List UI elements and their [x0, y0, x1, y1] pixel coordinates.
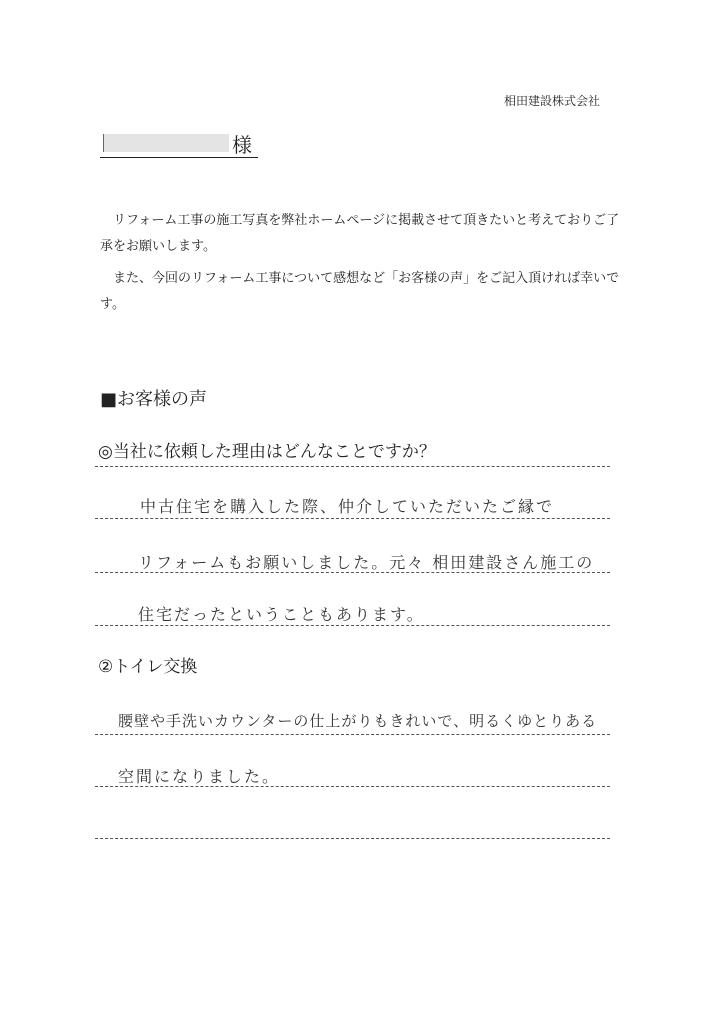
answer-1-line-2: リフォームもお願いしました。元々 相田建設さん施工の — [138, 553, 595, 572]
answer-2-line-2: 空間になりました。 — [118, 767, 281, 786]
answer-1-line-1: 中古住宅を購入した際、仲介していただいたご縁で — [140, 497, 555, 516]
answer-rule — [95, 786, 610, 787]
answer-rule — [95, 518, 610, 519]
answer-rule — [95, 838, 610, 839]
answer-rule — [95, 572, 610, 573]
addressee — [100, 128, 260, 158]
addressee-honorific: 様 — [232, 133, 252, 157]
company-name: 相田建設株式会社 — [503, 94, 600, 108]
answer-rule — [95, 734, 610, 735]
answer-2-line-1: 腰壁や手洗いカウンターの仕上がりもきれいで、明るくゆとりある — [118, 712, 598, 730]
question-1-rule — [95, 466, 610, 467]
intro-paragraph-2: また、今回のリフォーム工事について感想など「お客様の声」をご記入頂ければ幸いです。 — [100, 271, 620, 312]
intro-text — [100, 208, 620, 324]
question-1-title: ◎当社に依頼した理由はどんなことですか？ — [98, 442, 436, 462]
answer-rule — [95, 625, 610, 626]
question-2-title: ②トイレ交換 — [98, 657, 198, 677]
intro-paragraph-1: リフォーム工事の施工写真を弊社ホームページに掲載させて頂きたいと考えておりご了承をお願いします。 — [100, 213, 620, 254]
answer-1-line-3: 住宅だったということもあります。 — [138, 605, 425, 624]
addressee-underline — [100, 157, 258, 158]
redacted-name — [103, 134, 229, 152]
section-heading: ■お客様の声 — [100, 389, 208, 410]
